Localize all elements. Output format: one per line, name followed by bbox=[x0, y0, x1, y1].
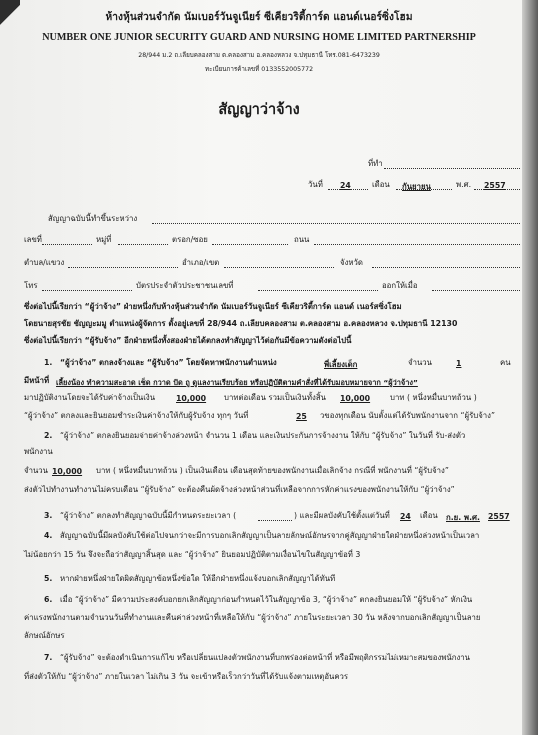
soi-label: ตรอก/ซอย bbox=[172, 235, 208, 244]
date-day-label: วันที่ bbox=[308, 180, 323, 189]
clause-3-text-a: “ผู้ว่าจ้าง” ตกลงทำสัญญาฉบับนี้มีกำหนดระยะเวลา ( bbox=[60, 511, 237, 520]
clause-3-month-label: เดือน bbox=[420, 511, 438, 520]
clause-1-quantity: 1 bbox=[456, 359, 462, 368]
clause-3-day: 24 bbox=[400, 512, 411, 521]
subdistrict-label: ตำบล/แขวง bbox=[24, 258, 65, 267]
clause-3-year: 2557 bbox=[488, 512, 510, 521]
clause-7-line-2: ที่ส่งตัวให้กับ “ผู้ว่าจ้าง” ภายในเวลา ไม่เกิน 3 วัน จะเข้าหรือเร็วกว่าวันที่ได้รับแจ้งตามเหตุอันควร bbox=[24, 672, 349, 681]
clause-2-amount-label: จำนวน bbox=[24, 466, 48, 475]
date-year-value: 2557 bbox=[484, 181, 506, 190]
date-month-value: กันยายน bbox=[402, 182, 431, 191]
phone-line bbox=[42, 290, 132, 291]
clause-2-amount: 10,000 bbox=[52, 467, 83, 476]
clause-5-line-1: หากฝ่ายหนึ่งฝ่ายใดผิดสัญญาข้อหนึ่งข้อใด ให้อีกฝ่ายหนึ่งแจ้งบอกเลิกสัญญาได้ทันที bbox=[60, 574, 336, 583]
intro-line-2: โดยนายสุรชัย ชัญญะมมู ตำแหน่งผู้จัดการ ตั้งอยู่เลขที่ 28/944 ถ.เลียบคลองสาม ต.คลองสาม อ.คลองหลวง จ.ปทุมธานี 12130 bbox=[24, 319, 458, 328]
road-line bbox=[314, 244, 520, 245]
clause-5-number: 5. bbox=[44, 574, 53, 583]
clause-1-unit: คน bbox=[500, 358, 511, 367]
clause-1-quantity-label: จำนวน bbox=[408, 358, 432, 367]
clause-6-line-2: ค่าแรงพนักงานตามจำนวนวันที่ทำงานและคืนค่าล่วงหน้าที่เหลือให้กับ “ผู้ว่าจ้าง” ภายในระยะเวลา 30 วัน หลังจากบอกเลิกสัญญาเป็นลาย bbox=[24, 613, 481, 622]
road-label: ถนน bbox=[294, 235, 310, 244]
company-tax-id: ทะเบียนการค้าเลขที่ 0133552005772 bbox=[205, 65, 314, 73]
clause-1-payday: 25 bbox=[296, 412, 307, 421]
subdistrict-line bbox=[68, 267, 178, 268]
document-title: สัญญาว่าจ้าง bbox=[218, 100, 300, 118]
id-card-line bbox=[258, 290, 378, 291]
date-year-label: พ.ศ. bbox=[456, 180, 472, 189]
date-day-value: 24 bbox=[340, 181, 351, 190]
place-label: ที่ทำ bbox=[368, 159, 383, 168]
company-address: 28/944 ม.2 ถ.เลียบคลองสาม ต.คลองสาม อ.คลองหลวง จ.ปทุมธานี โทร.081-6473239 bbox=[138, 51, 380, 59]
clause-1-salary-label: มาปฏิบัติงานโดยจะได้รับค่าจ้างเป็นเงิน bbox=[24, 393, 156, 402]
issued-at-line bbox=[432, 290, 520, 291]
intro-line-1: ซึ่งต่อไปนี้เรียกว่า “ผู้ว่าจ้าง” ฝ่ายหนึ่งกับห้างหุ้นส่วนจำกัด นัมเบอร์วันจูเนียร์ ซีเคียวริตี้การ์ด แอนด์ เนอร์สซิ่งโฮม bbox=[24, 302, 402, 311]
province-label: จังหวัด bbox=[340, 258, 363, 267]
clause-1-salary-text-a: บาทต่อเดือน รวมเป็นเงินทั้งสิ้น bbox=[224, 393, 326, 402]
clause-3-number: 3. bbox=[44, 511, 53, 520]
clause-1-payday-label: “ผู้ว่าจ้าง” ตกลงและยินยอมชำระเงินค่าจ้างให้กับผู้รับจ้าง ทุกๆ วันที่ bbox=[24, 411, 249, 420]
company-name-english: NUMBER ONE JUNIOR SECURITY GUARD AND NURSING HOME LIMITED PARTNERSHIP bbox=[42, 32, 476, 43]
moo-line bbox=[118, 244, 168, 245]
clause-6-number: 6. bbox=[44, 595, 53, 604]
clause-1-position: พี่เลี้ยงเด็ก bbox=[324, 360, 358, 369]
clause-4-line-2: ไม่น้อยกว่า 15 วัน จึงจะถือว่าสัญญาสิ้นสุด และ “ผู้ว่าจ้าง” ยินยอมปฏิบัติตามเงื่อนไขในสัญญาข้อที่ 3 bbox=[24, 550, 361, 559]
clause-2-line-4: บาท ( หนึ่งหมื่นบาทถ้วน ) เป็นเงินเดือน เดือนสุดท้ายของพนักงานเมื่อเลิกจ้าง กรณีที่ พนักงานที่ “ผู้รับจ้าง” bbox=[96, 466, 449, 475]
party-name-line bbox=[152, 223, 520, 224]
clause-7-number: 7. bbox=[44, 653, 53, 662]
clause-4-number: 4. bbox=[44, 531, 53, 540]
district-label: อำเภอ/เขต bbox=[182, 258, 220, 267]
house-no-line bbox=[42, 244, 92, 245]
clause-1-salary: 10,000 bbox=[176, 394, 207, 403]
clause-1-duties-label: มีหน้าที่ bbox=[24, 376, 50, 385]
clause-2-number: 2. bbox=[44, 431, 53, 440]
id-card-label: บัตรประจำตัวประชาชนเลขที่ bbox=[136, 281, 234, 290]
clause-3-month: ก.ย. พ.ศ. bbox=[446, 513, 480, 522]
clause-3-text-b: ) และมีผลบังคับใช้ตั้งแต่วันที่ bbox=[294, 511, 390, 520]
clause-1-line-1: “ผู้ว่าจ้าง” ตกลงจ้างและ “ผู้รับจ้าง” โดยจัดหาพนักงานตำแหน่ง bbox=[60, 358, 277, 367]
date-month-label: เดือน bbox=[372, 180, 390, 189]
issued-at-label: ออกให้เมื่อ bbox=[382, 281, 418, 290]
company-name-thai: ห้างหุ้นส่วนจำกัด นัมเบอร์วันจูเนียร์ ซีเคียวริตี้การ์ด แอนด์เนอร์ซิ่งโฮม bbox=[105, 11, 413, 23]
province-line bbox=[372, 267, 520, 268]
phone-label: โทร bbox=[24, 281, 38, 290]
district-line bbox=[224, 267, 334, 268]
page-edge-shadow bbox=[522, 0, 538, 735]
clause-7-line-1: “ผู้รับจ้าง” จะต้องดำเนินการแก้ไข หรือเปลี่ยนแปลงตัวพนักงานที่บกพร่องต่อหน้าที่ หรือมีพฤติกรรมไม่เหมาะสมของพนักงาน bbox=[60, 653, 471, 662]
clause-2-line-1: “ผู้ว่าจ้าง” ตกลงยินยอมจ่ายค่าจ้างล่วงหน้า จำนวน 1 เดือน และเงินประกันการจ้างงาน ให้กับ “ผู้รับจ้าง” ในวันที่ รับ-ส่งตัว bbox=[60, 431, 466, 440]
clause-6-line-3: ลักษณ์อักษร bbox=[24, 631, 65, 640]
clause-1-salary-total: 10,000 bbox=[340, 394, 371, 403]
soi-line bbox=[212, 244, 288, 245]
clause-4-line-1: สัญญาฉบับนี้มีผลบังคับใช้ต่อไปจนกว่าจะมีการบอกเลิกสัญญาเป็นลายลักษณ์อักษรจากคู่สัญญาฝ่ายใดฝ่ายหนึ่งล่วงหน้าเป็นเวลา bbox=[60, 531, 480, 540]
clause-2-line-5: ส่งตัวไปทำงานทำงานไม่ครบเดือน “ผู้รับจ้าง” จะต้องคืนผ้ดจ้างล่วงหน้าส่วนที่เหลือจากการหักค่าแรงของพนักงานให้กับ “ผู้ว่าจ้าง” bbox=[24, 485, 455, 494]
clause-2-line-2: พนักงาน bbox=[24, 447, 53, 456]
clause-6-line-1: เมื่อ “ผู้ว่าจ้าง” มีความประสงค์บอกยกเลิกสัญญาก่อนกำหนดไว้ในสัญญาข้อ 3, “ผู้ว่าจ้าง” ตกลงยินยอมให้ “ผู้รับจ้าง” หักเงิน bbox=[60, 595, 473, 604]
clause-1-number: 1. bbox=[44, 358, 53, 367]
clause-1-salary-text-b: บาท ( หนึ่งหมื่นบาทถ้วน ) bbox=[390, 393, 477, 402]
moo-label: หมู่ที่ bbox=[96, 235, 112, 244]
place-line bbox=[384, 168, 520, 169]
house-no-label: เลขที่ bbox=[24, 235, 42, 244]
clause-1-line-5: วของทุกเดือน นับตั้งแต่ได้รับพนักงานจาก “ผู้รับจ้าง” bbox=[320, 411, 496, 420]
intro-line-3: ซึ่งต่อไปนี้เรียกว่า “ผู้รับจ้าง” อีกฝ่ายหนึ่งทั้งสองฝ่ายได้ตกลงทำสัญญาไว้ต่อกันมีข้อความดังต่อไปนี้ bbox=[24, 336, 352, 345]
clause-3-period-line bbox=[258, 520, 292, 521]
between-label: สัญญาฉบับนี้ทำขึ้นระหว่าง bbox=[48, 214, 138, 223]
clause-1-duties: เลี้ยงน้อง ทำความสะอาด เช็ด กวาด ปัด ถู ดูแลงานเรียบร้อย หรือปฏิบัติตามคำสั่งที่ได้รับมอบหมายจาก “ผู้ว่าจ้าง” bbox=[56, 378, 418, 387]
